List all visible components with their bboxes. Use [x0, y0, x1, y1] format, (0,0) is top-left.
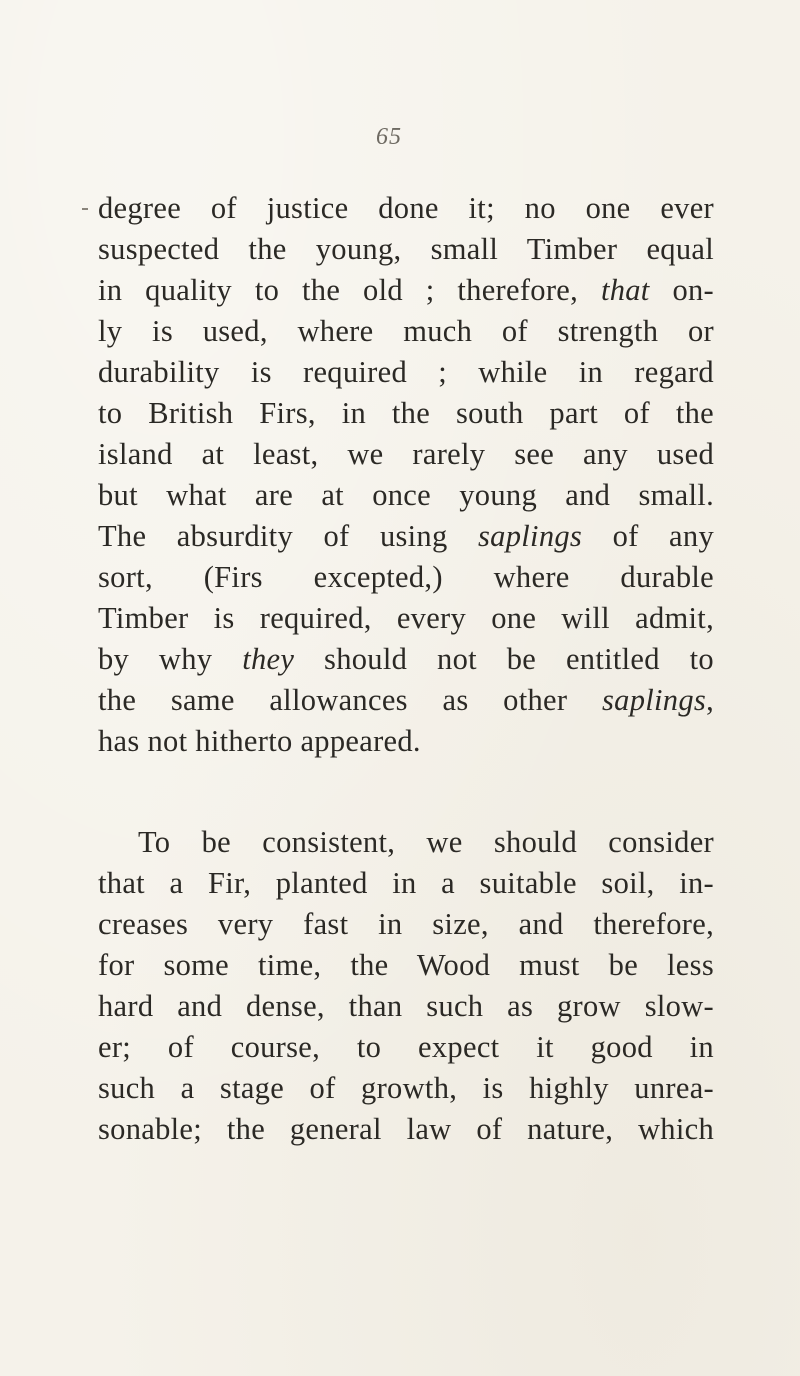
- text-line: to British Firs, in the south part of the: [98, 396, 714, 430]
- text-line: but what are at once young and small.: [98, 478, 714, 512]
- paragraph-2: [98, 822, 714, 1150]
- text-line: The absurdity of using saplings of any: [98, 519, 714, 553]
- text-line: the same allowances as other saplings,: [98, 683, 714, 717]
- margin-mark: [82, 208, 88, 210]
- text-line: Timber is required, every one will admit,: [98, 601, 714, 635]
- page-number: 65: [376, 124, 402, 150]
- text-line: by why they should not be entitled to: [98, 642, 714, 676]
- text-line: hard and dense, than such as grow slow-: [98, 989, 714, 1023]
- text-line: sonable; the general law of nature, which: [98, 1112, 714, 1146]
- text-line: degree of justice done it; no one ever: [98, 191, 714, 225]
- text-line: creases very fast in size, and therefore,: [98, 907, 714, 941]
- text-line: er; of course, to expect it good in: [98, 1030, 714, 1064]
- text-line: durability is required ; while in regard: [98, 355, 714, 389]
- text-line: such a stage of growth, is highly unrea-: [98, 1071, 714, 1105]
- text-line: To be consistent, we should consider: [138, 825, 714, 859]
- text-line: for some time, the Wood must be less: [98, 948, 714, 982]
- text-line: that a Fir, planted in a suitable soil, in-: [98, 866, 714, 900]
- text-line: ly is used, where much of strength or: [98, 314, 714, 348]
- paragraph-1: [98, 188, 714, 762]
- paragraph-spacer: [98, 762, 714, 822]
- text-line: sort, (Firs excepted,) where durable: [98, 560, 714, 594]
- body-text: [98, 188, 714, 1150]
- text-line: in quality to the old ; therefore, that on-: [98, 273, 715, 307]
- text-line: has not hitherto appeared.: [98, 724, 421, 758]
- text-line: island at least, we rarely see any used: [98, 437, 714, 471]
- text-line: suspected the young, small Timber equal: [98, 232, 714, 266]
